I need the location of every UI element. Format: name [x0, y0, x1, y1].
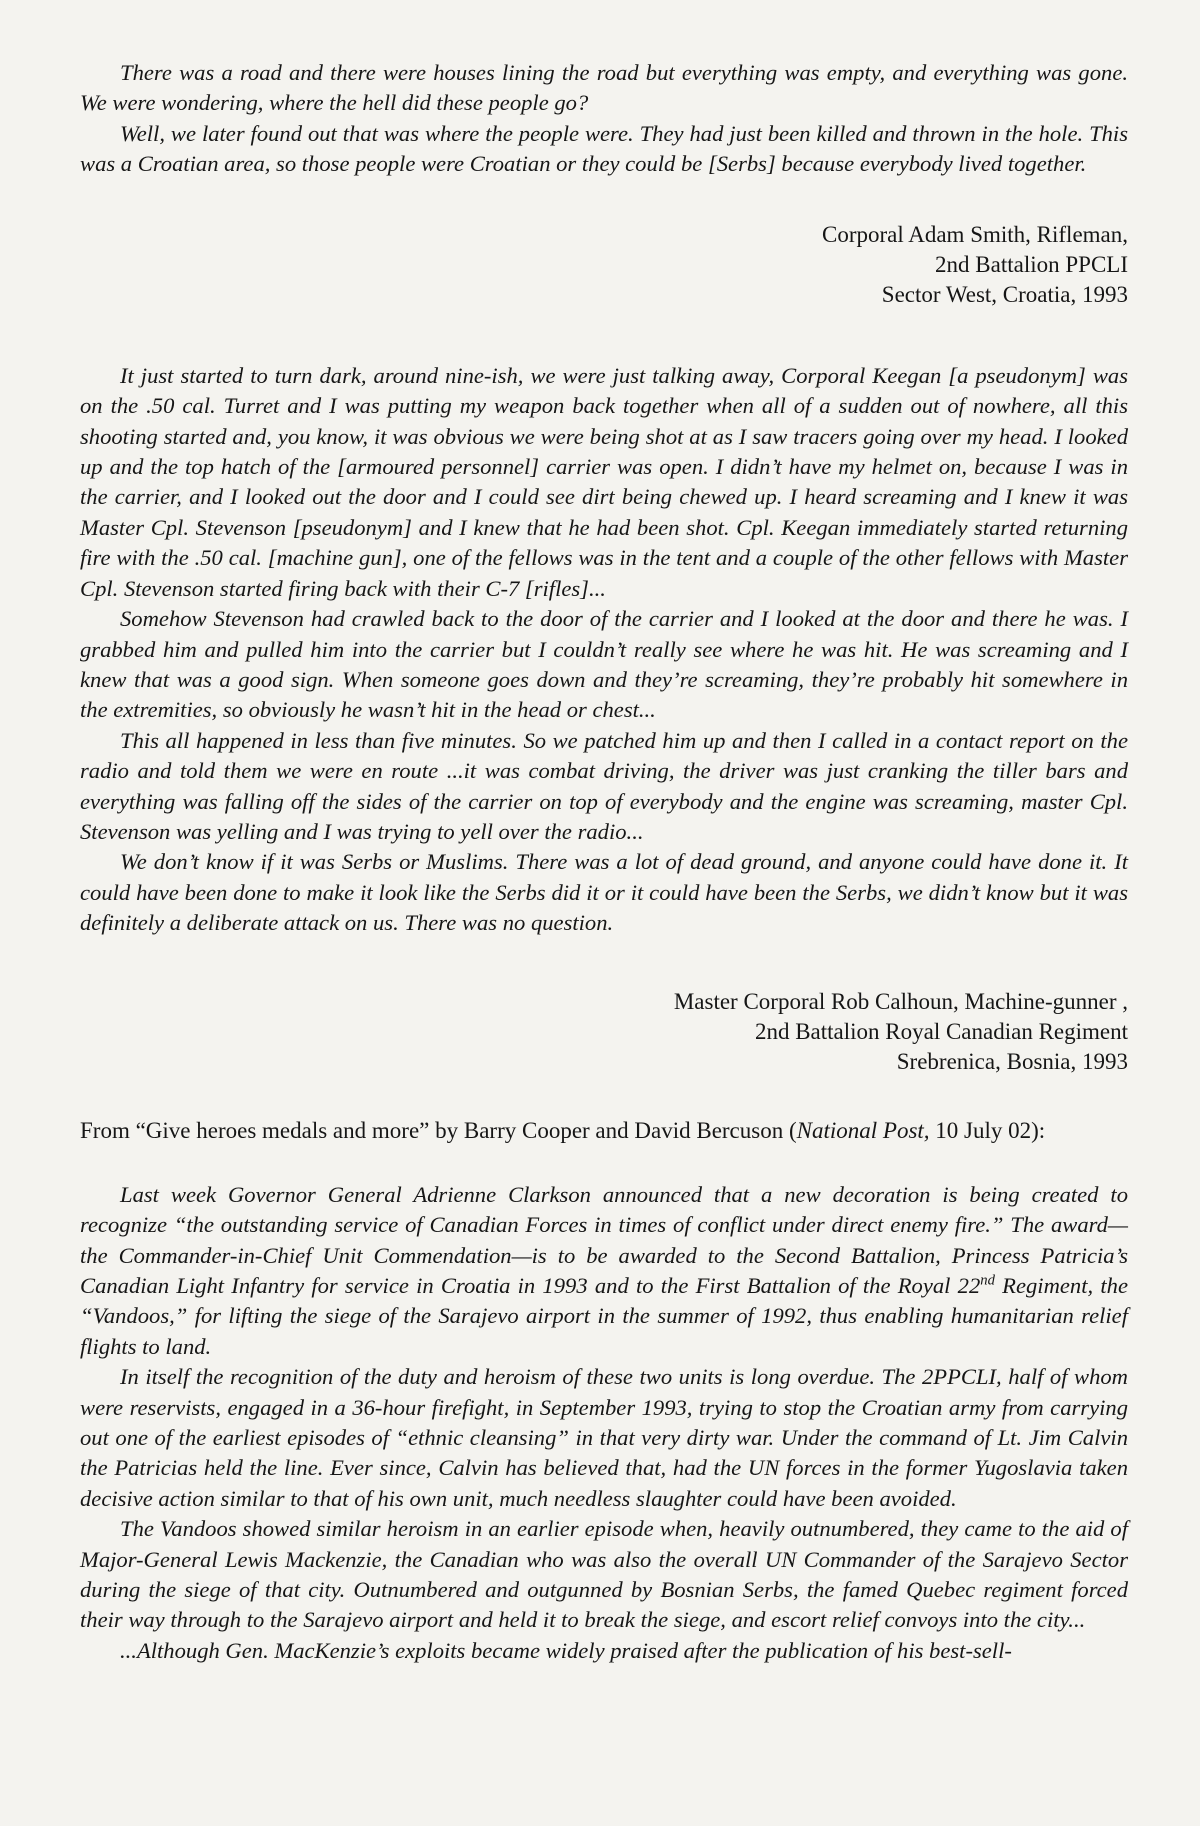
- testimony-1-paragraph: Well, we later found out that was where the people were. They had just been killed and thrown in the hole. This was a Croatian area, so those people were Croatian or they could be [Serbs] because everybody lived together.: [80, 120, 1128, 177]
- article-text: Last week Governor General Adrienne Clarkson announced that a new decoration is being created to recognize “the outstanding service of Canadian Forces in times of conflict under direct enemy fire.” The award—the Commander-in-Chief Unit Commendation—is to be awarded to the Second Battalion, Princess Patricia’s Canadian Light Infantry for service in Croatia in 1993 and to the First Battalion of the Royal 22: [80, 1181, 1128, 1298]
- testimony-2-quote: [80, 361, 1128, 939]
- testimony-2-paragraph: It just started to turn dark, around nine-ish, we were just talking away, Corporal Keegan [a pseudonym] was on the .50 cal. Turret and I was putting my weapon back together when all of a sudden out of nowhere, all this shooting started and, you know, it was obvious we were being shot at as I saw tracers going over my head. I looked up and the top hatch of the [armoured personnel] carrier was open. I didn’t have my helmet on, because I was in the carrier, and I looked out the door and I could see dirt being chewed up. I heard screaming and I knew it was Master Cpl. Stevenson [pseudonym] and I knew that he had been shot. Cpl. Keegan immediately started returning fire with the .50 cal. [machine gun], one of the fellows was in the tent and a couple of the other fellows with Master Cpl. Stevenson started firing back with their C-7 [rifles]...: [80, 362, 1128, 601]
- article-paragraph: [80, 1180, 1128, 1362]
- document-page: [80, 58, 1128, 1666]
- article-excerpt: [80, 1180, 1128, 1667]
- testimony-2-paragraph: Somehow Stevenson had crawled back to the door of the carrier and I looked at the door and there he was. I grabbed him and pulled him into the carrier but I couldn’t really see where he was hit. He was screaming and I knew that was a good sign. When someone goes down and they’re screaming, they’re probably hit somewhere in the extremities, so obviously he wasn’t hit in the head or chest...: [80, 606, 1128, 723]
- publication-name: National Post,: [796, 1117, 930, 1143]
- ordinal-suffix: nd: [980, 1272, 995, 1289]
- attribution-line: Master Corporal Rob Calhoun, Machine-gunner ,: [673, 988, 1128, 1014]
- attribution-line: Sector West, Croatia, 1993: [881, 282, 1128, 308]
- article-text: Regiment, the “Vandoos,” for lifting the siege of the Sarajevo airport in the summer of 1992, thus enabling humanitarian relief flights to land.: [80, 1273, 1128, 1359]
- source-prefix: From “Give heroes medals and more” by Barry Cooper and David Bercuson (: [80, 1117, 797, 1143]
- testimony-2-attribution: [80, 987, 1128, 1078]
- testimony-2-paragraph: We don’t know if it was Serbs or Muslims. There was a lot of dead ground, and anyone could have done it. It could have been done to make it look like the Serbs did it or it could have been the Serbs, we didn’t know but it was definitely a deliberate attack on us. There was no question.: [80, 849, 1128, 936]
- article-paragraph: The Vandoos showed similar heroism in an earlier episode when, heavily outnumbered, they came to the aid of Major-General Lewis Mackenzie, the Canadian who was also the overall UN Commander of the Sarajevo Sector during the siege of that city. Outnumbered and outgunned by Bosnian Serbs, the famed Quebec regiment forced their way through to the Sarajevo airport and held it to break the siege, and escort relief convoys into the city...: [80, 1516, 1128, 1633]
- article-source-line: [80, 1116, 1128, 1146]
- testimony-1-quote: [80, 58, 1128, 180]
- article-paragraph: ...Although Gen. MacKenzie’s exploits became widely praised after the publication of his best-sell-: [120, 1637, 1012, 1663]
- testimony-1-attribution: [80, 220, 1128, 311]
- attribution-line: Srebrenica, Bosnia, 1993: [896, 1049, 1128, 1075]
- article-paragraph: In itself the recognition of the duty and heroism of these two units is long overdue. The 2PPCLI, half of whom were reservists, engaged in a 36-hour firefight, in September 1993, trying to stop the Croatian army from carrying out one of the earliest episodes of “ethnic cleansing” in that very dirty war. Under the command of Lt. Jim Calvin the Patricias held the line. Ever since, Calvin has believed that, had the UN forces in the former Yugoslavia taken decisive action similar to that of his own unit, much needless slaughter could have been avoided.: [80, 1364, 1128, 1511]
- testimony-1-paragraph: There was a road and there were houses lining the road but everything was empty, and everything was gone. We were wondering, where the hell did these people go?: [80, 60, 1128, 116]
- attribution-line: 2nd Battalion PPCLI: [935, 252, 1128, 278]
- testimony-2-paragraph: This all happened in less than five minutes. So we patched him up and then I called in a contact report on the radio and told them we were en route ...it was combat driving, the driver was just cranking the tiller bars and everything was falling off the sides of the carrier on top of everybody and the engine was screaming, master Cpl. Stevenson was yelling and I was trying to yell over the radio...: [80, 727, 1128, 844]
- source-suffix: 10 July 02):: [929, 1117, 1046, 1143]
- attribution-line: Corporal Adam Smith, Rifleman,: [822, 221, 1128, 247]
- attribution-line: 2nd Battalion Royal Canadian Regiment: [754, 1018, 1128, 1044]
